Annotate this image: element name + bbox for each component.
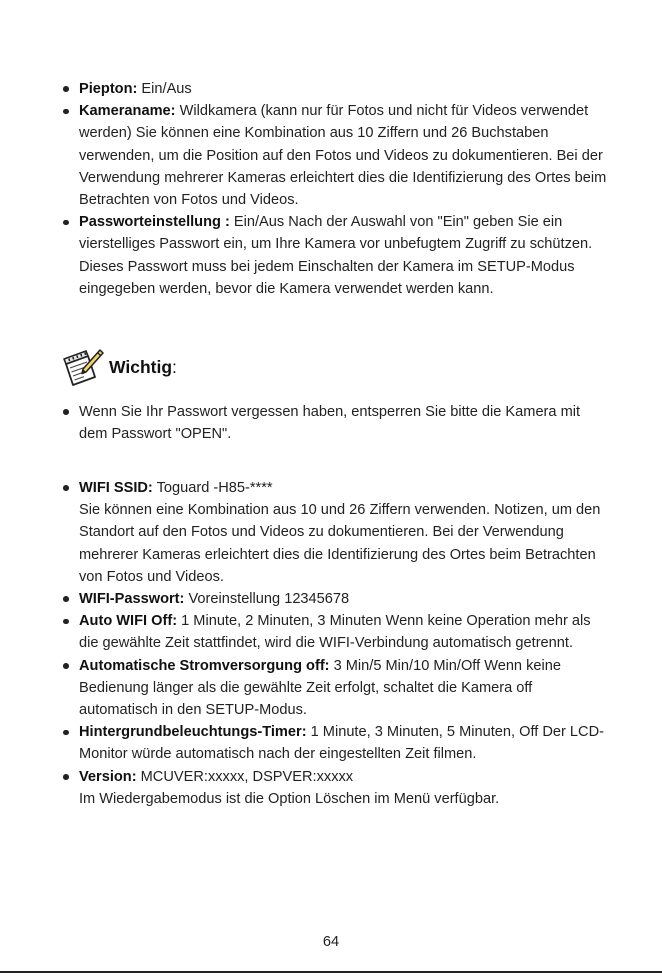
item-continuation: Sie können eine Kombination aus 10 und 26 Ziffern verwenden. Notizen, um den Standort auf den Fotos und Videos zu dokumentieren. Bei der Verwendung mehrerer Kameras erleichtert dies die Identifizierung des Ortes beim Betrachten von Fotos und Videos. (79, 502, 601, 585)
item-term: WIFI-Passwort: (79, 591, 185, 608)
item-text: Toguard -H85-**** (152, 480, 273, 496)
item-text: Ein/Aus (137, 81, 192, 97)
settings-list-2 (62, 477, 612, 810)
item-term: WIFI SSID: (79, 480, 153, 496)
important-heading (109, 357, 177, 378)
list-item-auto-power-off (62, 655, 612, 722)
settings-list-1 (62, 78, 612, 300)
important-heading-label: Wichtig (109, 357, 173, 377)
item-term: Automatische Stromversorgung off: (79, 657, 330, 674)
notepad-pencil-icon (62, 347, 104, 389)
item-text: 1 Minute, 3 Minuten, 5 Minuten, Off Der LCD-Monitor würde automatisch nach der eingestellten Zeit filmen. (79, 724, 604, 763)
item-text: 1 Minute, 2 Minuten, 3 Minuten Wenn keine Operation mehr als die gewählte Zeit stattfindet, wird die WIFI-Verbindung automatisch getrennt. (79, 613, 591, 652)
important-heading-colon: : (172, 357, 177, 377)
item-term: Piepton: (79, 81, 138, 97)
item-term: Passworteinstellung : (79, 214, 230, 231)
list-item-forgot-password (62, 401, 612, 445)
list-item-backlight-timer (62, 721, 612, 765)
item-text: MCUVER:xxxxx, DSPVER:xxxxx (136, 768, 354, 785)
list-item-auto-wifi-off (62, 610, 612, 654)
list-item-version (62, 766, 612, 810)
item-term: Version: (79, 768, 137, 785)
item-text: Ein/Aus Nach der Auswahl von "Ein" geben Sie ein vierstelliges Passwort ein, um Ihre Kamera vor unbefugtem Zugriff zu schützen. Dieses Passwort muss bei jedem Einschalten der Kamera im SETUP-Modus eingegeben werden, bevor die Kamera verwendet werden kann. (79, 214, 593, 297)
item-text: Wenn Sie Ihr Passwort vergessen haben, entsperren Sie bitte die Kamera mit dem Passwort "OPEN". (79, 404, 581, 443)
list-item-beep (62, 78, 612, 100)
item-term: Hintergrundbeleuchtungs-Timer: (79, 724, 307, 741)
item-text: 3 Min/5 Min/10 Min/Off Wenn keine Bedienung länger als die gewählte Zeit erfolgt, schaltet die Kamera off automatisch in den SETUP-Modus. (79, 657, 561, 719)
list-item-wifi-ssid (62, 477, 612, 588)
item-term: Kameraname: (79, 103, 176, 120)
item-text: Wildkamera (kann nur für Fotos und nicht für Videos verwendet werden) Sie können eine Kombination aus 10 Ziffern und 26 Buchstaben verwenden, um die Position auf den Fotos und Videos zu dokumentieren. Bei der Verwendung mehrerer Kameras erleichtert dies die Identifizierung des Ortes beim Betrachten von Fotos und Videos. (79, 103, 607, 209)
important-list (62, 401, 612, 445)
item-continuation: Im Wiedergabemodus ist die Option Löschen im Menü verfügbar. (79, 790, 500, 807)
page-number: 64 (322, 934, 340, 950)
item-term: Auto WIFI Off: (79, 613, 178, 630)
list-item-wifi-password (62, 588, 612, 610)
important-note-header (62, 347, 362, 389)
footer-rule (0, 971, 662, 973)
list-item-password-setting (62, 211, 612, 300)
item-text: Voreinstellung 12345678 (184, 591, 350, 608)
list-item-camera-name (62, 100, 612, 211)
